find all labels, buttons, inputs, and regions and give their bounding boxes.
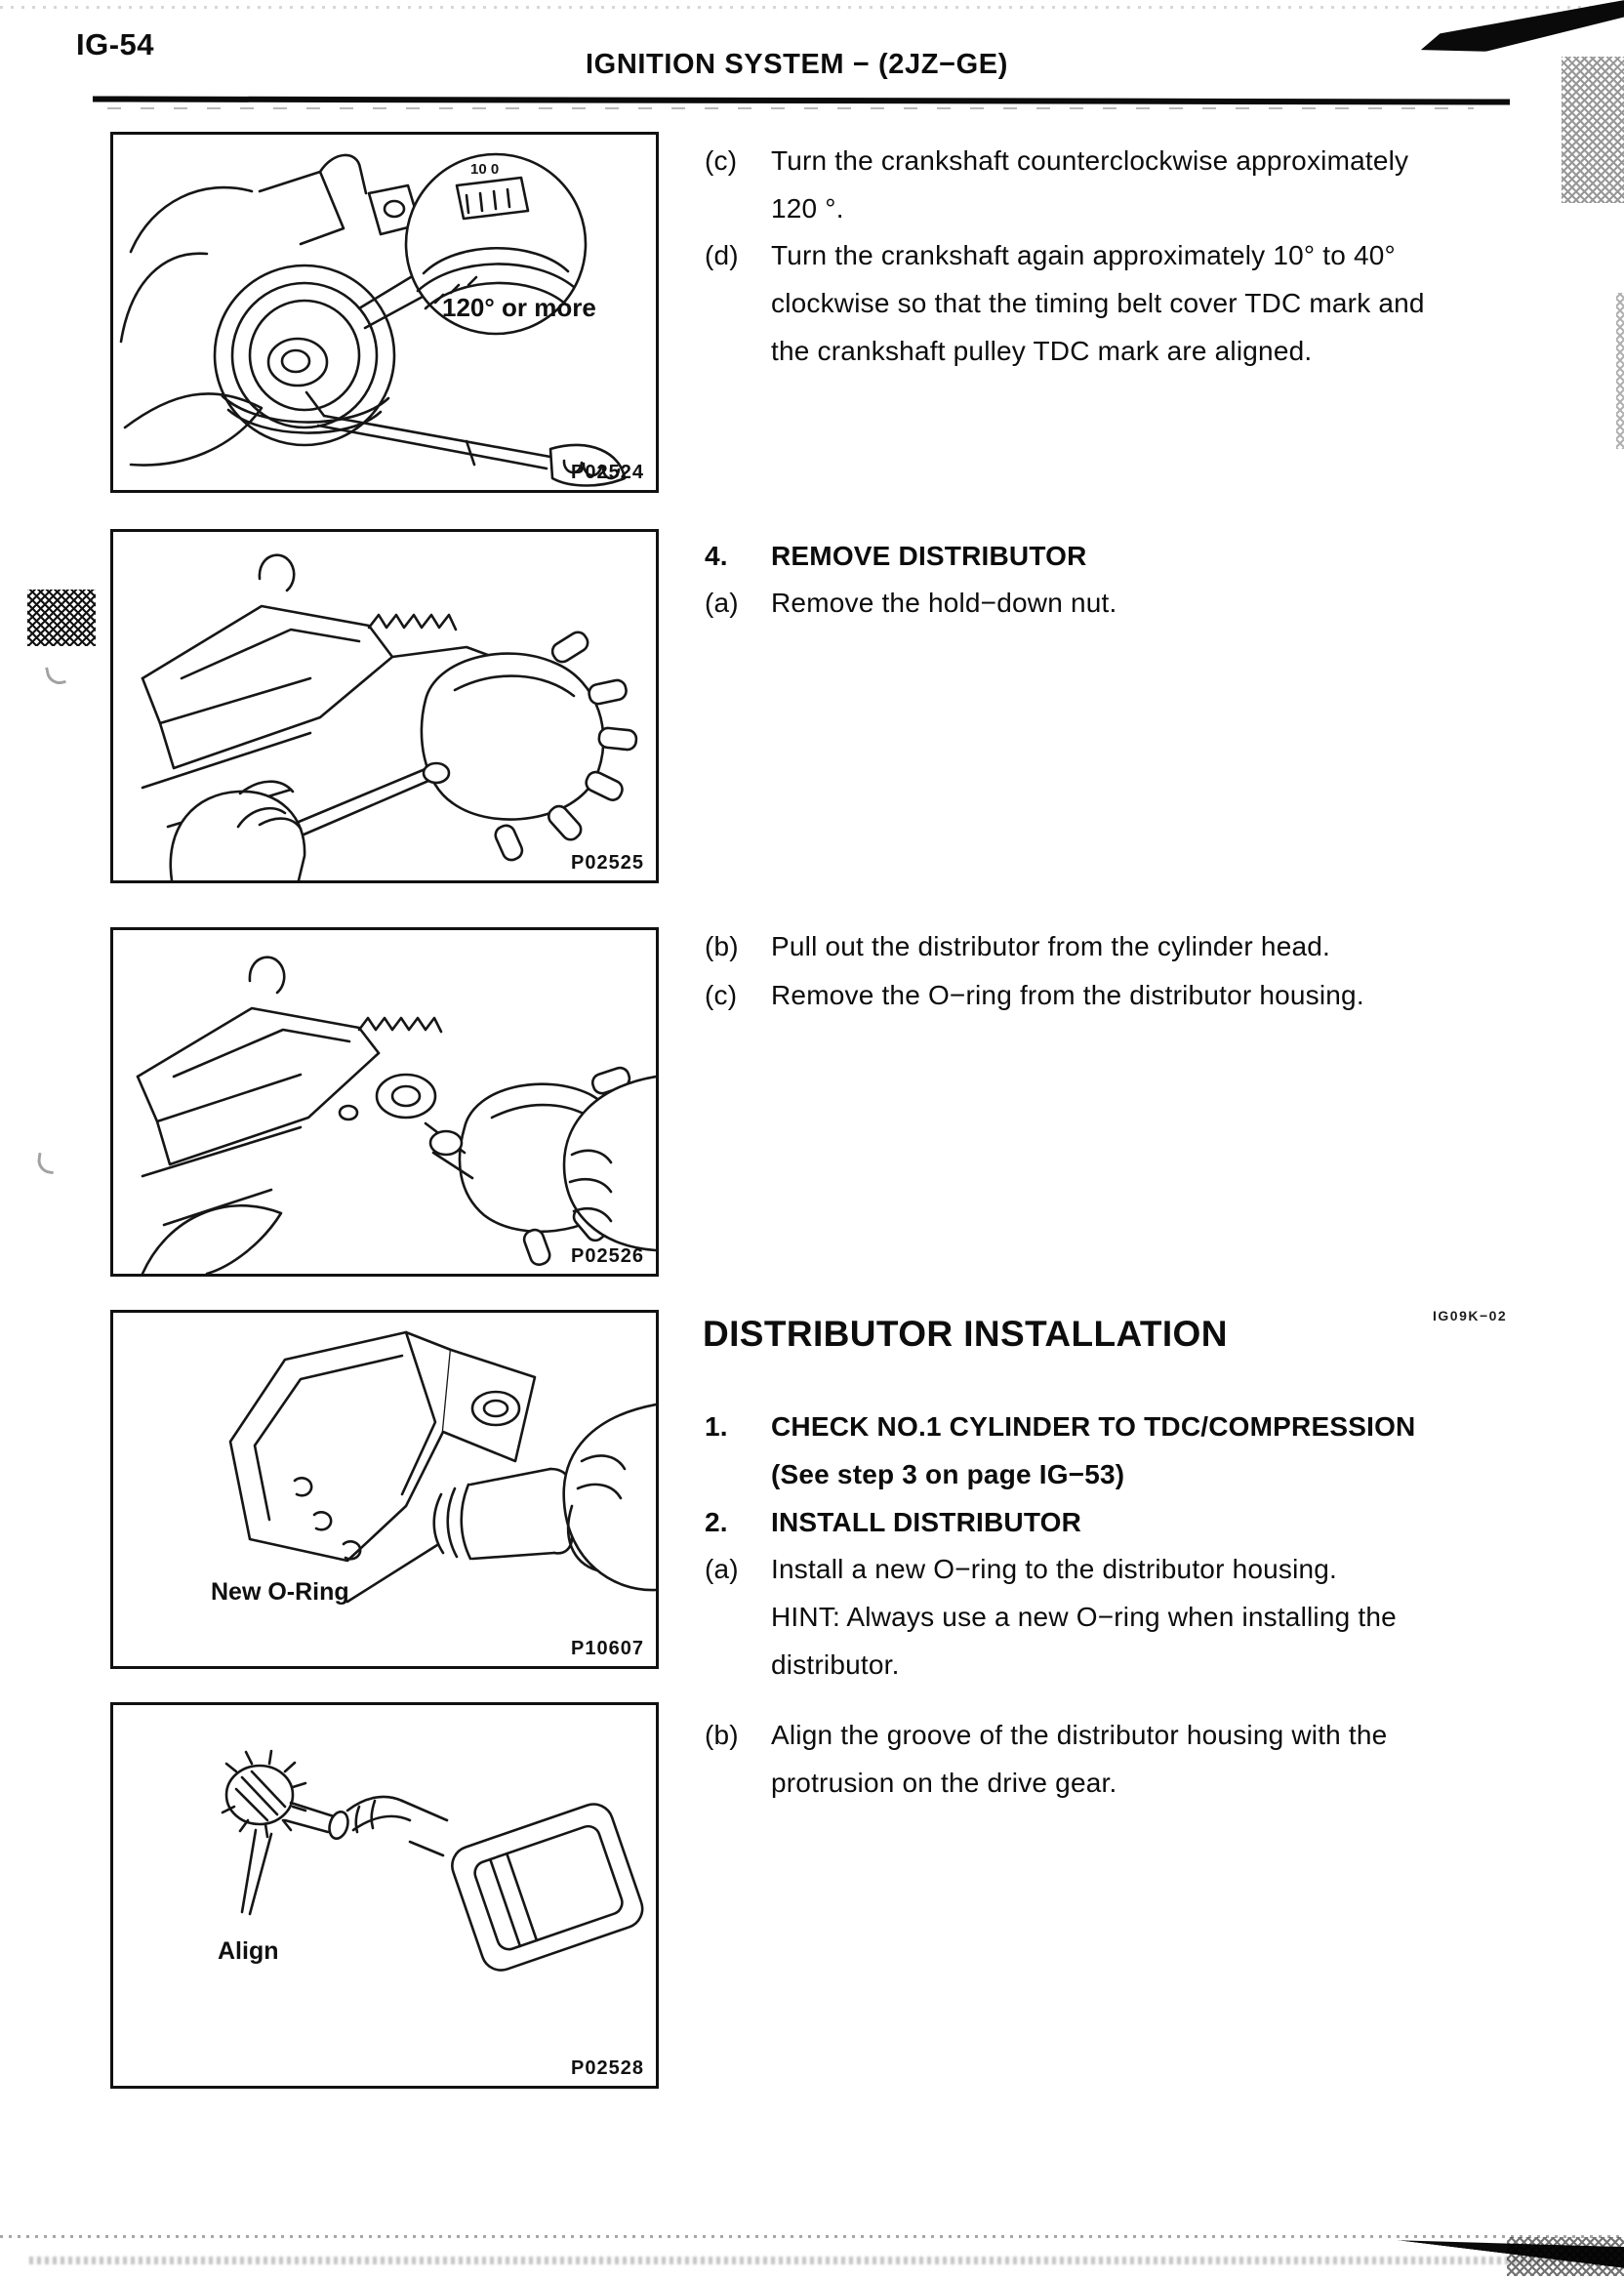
step-title: REMOVE DISTRIBUTOR [771, 541, 1087, 571]
step-label: (b) [705, 1720, 739, 1750]
step-title: INSTALL DISTRIBUTOR [771, 1507, 1082, 1537]
distributor-o-ring-drawing [113, 1313, 656, 1666]
figure-pull-out-distributor [110, 927, 659, 1277]
step-text-line: clockwise so that the timing belt cover TDC mark and [771, 288, 1425, 318]
step-text-line: Turn the crankshaft again approximately 10° to 40° [771, 240, 1396, 270]
step-text-line: 120 °. [771, 193, 844, 224]
step-label: (a) [705, 1554, 739, 1584]
step-label: (a) [705, 588, 739, 618]
step-text-line: Remove the hold−down nut. [771, 588, 1117, 618]
step-c-turn-crankshaft [705, 137, 1552, 232]
figure-remove-hold-down-nut [110, 529, 659, 883]
scan-artifact [27, 590, 96, 646]
step-text-line: HINT: Always use a new O−ring when installing the [771, 1602, 1397, 1632]
step-4c-remove-o-ring [705, 971, 1552, 1019]
distributor-hold-down-drawing [113, 532, 656, 880]
page-title: IGNITION SYSTEM − (2JZ−GE) [586, 49, 1008, 80]
section-reference-code: IG09K−02 [1433, 1308, 1508, 1323]
step-2a-install-o-ring [705, 1545, 1552, 1689]
step-label: 2. [705, 1507, 728, 1537]
step-1-check-tdc [705, 1403, 1552, 1498]
step-text-line: CHECK NO.1 CYLINDER TO TDC/COMPRESSION [771, 1411, 1416, 1442]
figure-install-new-o-ring [110, 1310, 659, 1669]
figure-crankshaft-rotation [110, 132, 659, 493]
scan-artifact [1616, 293, 1624, 449]
step-2b-align-groove [705, 1711, 1552, 1807]
figure-callout-align: Align [218, 1937, 279, 1965]
figure-code: P02526 [571, 1245, 644, 1267]
page-number: IG-54 [76, 27, 155, 61]
figure-code: P02528 [571, 2057, 644, 2079]
step-label: (c) [705, 145, 738, 176]
step-d-turn-crankshaft-again [705, 231, 1552, 375]
step-label: (c) [705, 980, 738, 1010]
step-text-line: Pull out the distributor from the cylinder head. [771, 931, 1331, 961]
figure-align-drive-gear [110, 1702, 659, 2089]
step-text-line: distributor. [771, 1649, 900, 1680]
distributor-gear-drawing [113, 1705, 656, 2086]
scan-artifact [0, 2235, 1624, 2238]
step-label: 4. [705, 541, 728, 571]
step-text-line: Remove the O−ring from the distributor housing. [771, 980, 1364, 1010]
step-text-line: Align the groove of the distributor housing with the [771, 1720, 1388, 1750]
distributor-removal-drawing [113, 930, 656, 1274]
scan-artifact [1562, 57, 1624, 203]
scan-artifact [1418, 0, 1624, 61]
scan-artifact [0, 6, 1624, 9]
step-4-remove-distributor [705, 532, 1552, 580]
step-label: (d) [705, 240, 739, 270]
figure-code: P02524 [571, 462, 644, 483]
step-4b-pull-out-distributor [705, 922, 1552, 970]
figure-code: P10607 [571, 1638, 644, 1659]
section-heading-distributor-installation: DISTRIBUTOR INSTALLATION [703, 1314, 1228, 1354]
scan-artifact [29, 2257, 1591, 2264]
step-text-line: (See step 3 on page IG−53) [771, 1459, 1125, 1489]
step-text-line: Install a new O−ring to the distributor housing. [771, 1554, 1338, 1584]
step-4a-remove-nut [705, 579, 1552, 627]
scan-artifact [45, 664, 66, 686]
header-divider-echo [107, 107, 1474, 109]
step-text-line: Turn the crankshaft counterclockwise approximately [771, 145, 1409, 176]
step-text-line: protrusion on the drive gear. [771, 1768, 1117, 1798]
figure-code: P02525 [571, 852, 644, 874]
step-label: (b) [705, 931, 739, 961]
figure-callout-new-o-ring: New O-Ring [211, 1578, 349, 1606]
step-text-line: the crankshaft pulley TDC mark are aligned. [771, 336, 1313, 366]
header-divider [93, 96, 1510, 104]
scan-artifact [36, 1153, 57, 1174]
timing-scale-numbers: 10 0 [470, 161, 500, 178]
step-2-install-distributor [705, 1498, 1552, 1546]
step-label: 1. [705, 1411, 728, 1442]
figure-callout-120-or-more: 120° or more [442, 293, 596, 322]
